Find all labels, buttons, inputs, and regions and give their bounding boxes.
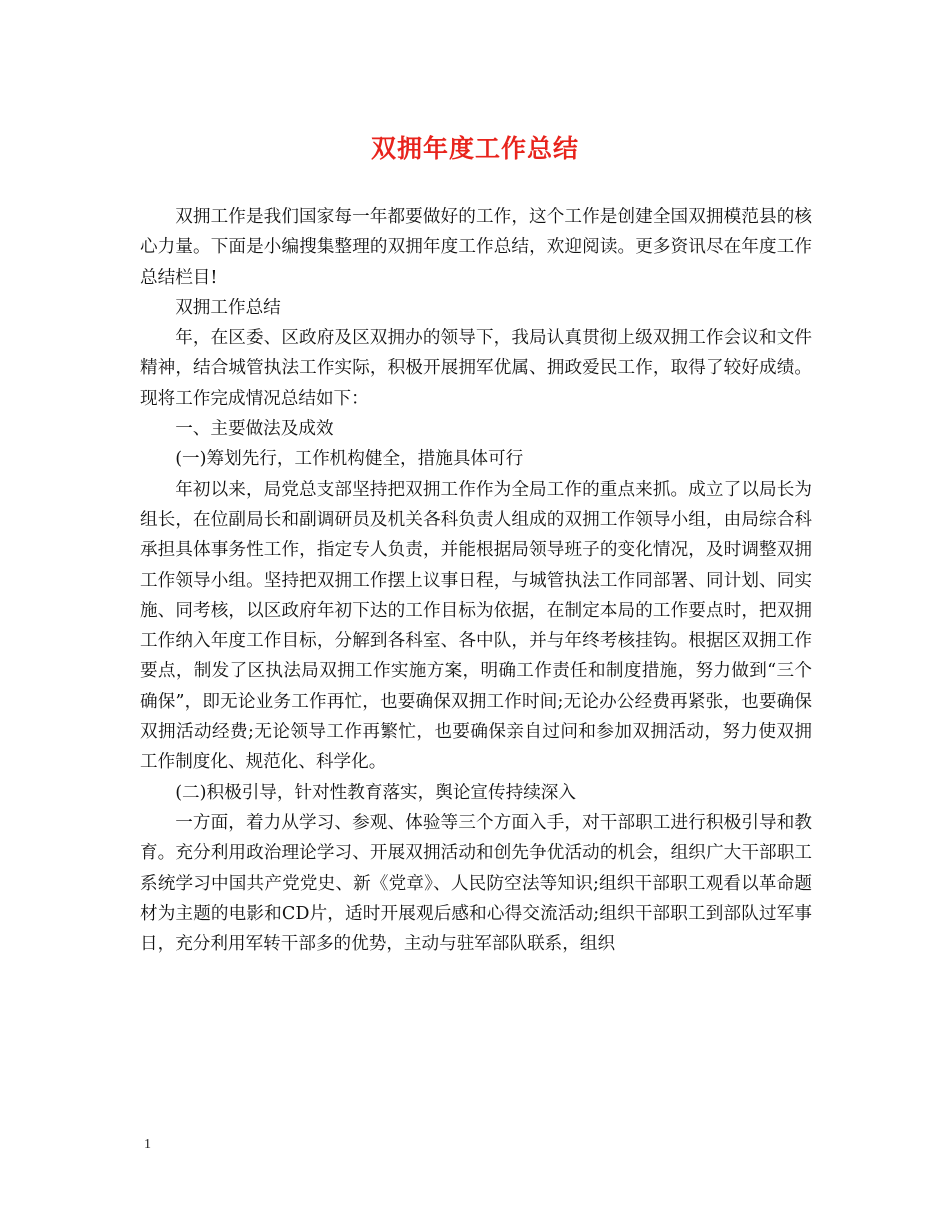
- paragraph-section-2: 一方面，着力从学习、参观、体验等三个方面入手，对干部职工进行积极引导和教育。充分利用政治理论学习、开展双拥活动和创先争优活动的机会，组织广大干部职工系统学习中国共产党党史、新《党章》、人民防空法等知识;组织干部职工观看以革命题材为主题的电影和CD片，适时开展观后感和心得交流活动;组织干部职工到部队过军事日，充分利用军转干部多的优势，主动与驻军部队联系，组织: [140, 812, 812, 955]
- document-title: 双拥年度工作总结: [370, 134, 579, 163]
- document-body: [140, 202, 812, 959]
- subsection-heading-1: (一)筹划先行，工作机构健全，措施具体可行: [175, 449, 524, 470]
- paragraph-overview: 年，在区委、区政府及区双拥办的领导下，我局认真贯彻上级双拥工作会议和文件精神，结合城管执法工作实际，积极开展拥军优属、拥政爱民工作，取得了较好成绩。现将工作完成情况总结如下：: [140, 328, 812, 409]
- section-heading-1: 一、主要做法及成效: [175, 419, 334, 440]
- subsection-heading-2: (二)积极引导，针对性教育落实，舆论宣传持续深入: [175, 782, 576, 803]
- paragraph-intro: 双拥工作是我们国家每一年都要做好的工作，这个工作是创建全国双拥模范县的核心力量。下面是小编搜集整理的双拥年度工作总结，欢迎阅读。更多资讯尽在年度工作总结栏目!: [140, 207, 812, 288]
- page-number: 1: [144, 1137, 151, 1152]
- paragraph-section-1: 年初以来，局党总支部坚持把双拥工作作为全局工作的重点来抓。成立了以局长为组长，在位副局长和副调研员及机关各科负责人组成的双拥工作领导小组，由局综合科承担具体事务性工作，指定专人负责，并能根据局领导班子的变化情况，及时调整双拥工作领导小组。坚持把双拥工作摆上议事日程，与城管执法工作同部署、同计划、同实施、同考核，以区政府年初下达的工作目标为依据，在制定本局的工作要点时，把双拥工作纳入年度工作目标，分解到各科室、各中队，并与年终考核挂钩。根据区双拥工作要点，制发了区执法局双拥工作实施方案，明确工作责任和制度措施，努力做到“三个确保”，即无论业务工作再忙，也要确保双拥工作时间;无论办公经费再紧张，也要确保双拥活动经费;无论领导工作再繁忙，也要确保亲自过问和参加双拥活动，努力使双拥工作制度化、规范化、科学化。: [140, 479, 812, 773]
- paragraph-subheading: 双拥工作总结: [175, 297, 281, 318]
